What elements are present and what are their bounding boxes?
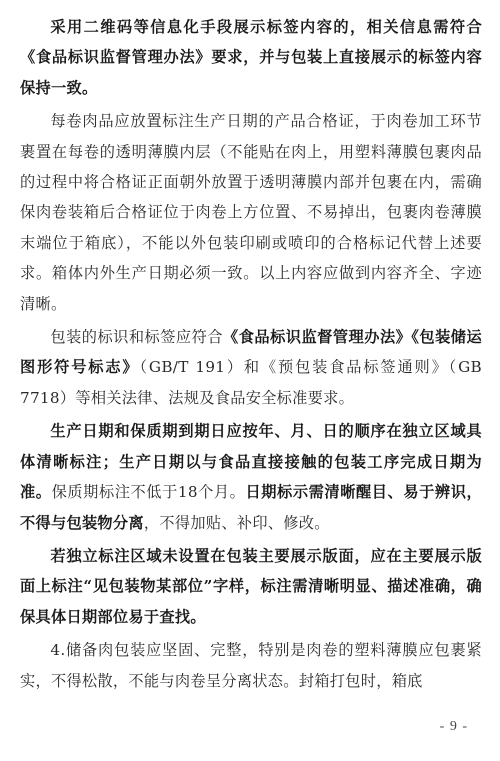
paragraph-production-date-shelf-life <box>20 416 482 538</box>
text-segment: （GB/T 191）和《预包装食品标签通则》（GB 7718）等相关法律、法规及食品安全标准要求。 <box>20 358 482 407</box>
text-segment-bold: 若独立标注区域未设置在包装主要展示版面，应在主要展示版面上标注“见包装物某部位”字样，标注需清晰明显、描述准确，确保具体日期部位易于查找。 <box>20 546 482 626</box>
paragraph-storage-meat-packaging <box>20 635 482 696</box>
document-page <box>20 12 482 696</box>
paragraph-packaging-labeling-standards <box>20 322 482 413</box>
paragraph-independent-label-area <box>20 541 482 632</box>
text-segment-bold: 日期标示需清晰醒目、易于辨识，不得与包装物分离 <box>20 483 482 532</box>
text-segment: 包装的标识和标签应符合 <box>50 328 224 347</box>
paragraph-qr-label-info <box>20 12 482 103</box>
text-segment: 保质期标注不低于18个月。 <box>51 483 246 502</box>
paragraph-certificate-placement <box>20 106 482 319</box>
page-number: - 9 - <box>439 719 468 734</box>
text-segment: 4.储备肉包装应坚固、完整，特别是肉卷的塑料薄膜应包裹紧实，不得松散，不能与肉卷呈分离状态。封箱打包时，箱底 <box>20 641 482 690</box>
text-segment: ，不得加贴、补印、修改。 <box>143 513 330 532</box>
text-segment: 采用二维码等信息化手段展示标签内容的，相关信息需符合《食品标识监督管理办法》要求，并与包装上直接展示的标签内容保持一致。 <box>20 18 482 97</box>
text-segment-bold: 《食品标识监督管理办法》《包装储运图形符号标志》 <box>20 328 482 377</box>
text-segment-bold: 生产日期和保质期到期日应按年、月、日的顺序在独立区域具体清晰标注；生产日期以与食品直接接触的包装工序完成日期为准。 <box>20 422 482 502</box>
text-segment: 每卷肉品应放置标注生产日期的产品合格证，于肉卷加工环节裹置在每卷的透明薄膜内层（不能贴在肉上，用塑料薄膜包裹肉品的过程中将合格证正面朝外放置于透明薄膜内部并包裹在内，需确保肉卷装箱后合格证位于肉卷上方位置、不易掉出，包裹肉卷薄膜末端位于箱底），不能以外包装印刷或喷印的合格标记代替上述要求。箱体内外生产日期必须一致。以上内容应做到内容齐全、字迹清晰。 <box>20 112 482 313</box>
